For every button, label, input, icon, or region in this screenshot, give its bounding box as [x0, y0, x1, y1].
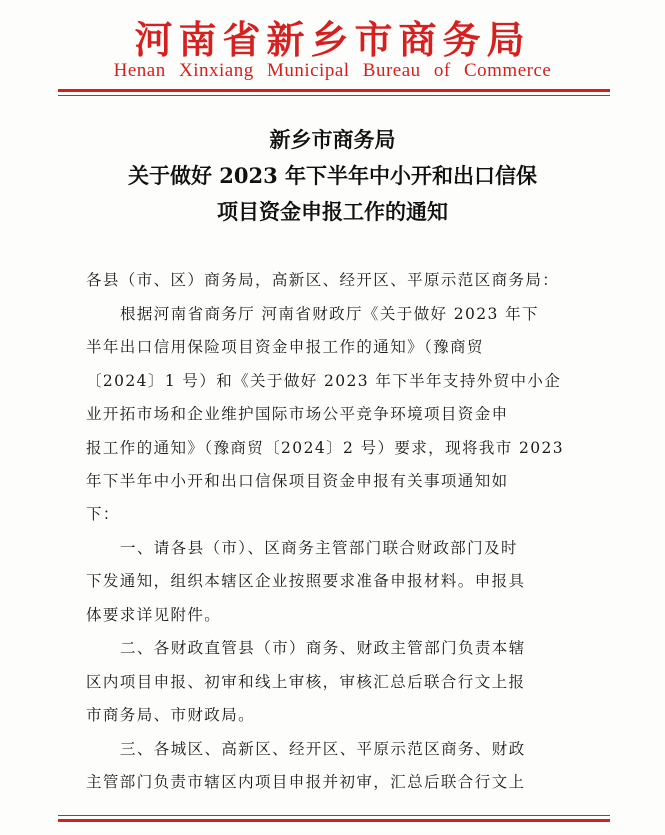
footer-rule-thick: [58, 819, 610, 822]
body-line: 下：: [86, 505, 120, 523]
footer-rule-thin: [58, 815, 610, 816]
letterhead-chinese-name: 河南省新乡市商务局: [134, 17, 531, 62]
body-line-addressee: 各县（市、区）商务局，高新区、经开区、平原示范区商务局：: [86, 271, 560, 289]
title-line-2: 关于做好 2023 年下半年中小开和出口信保: [127, 163, 538, 188]
body-line: 市商务局、市财政局。: [86, 706, 256, 724]
body-line-item-1: 一、请各县（市）、区商务主管部门联合财政部门及时: [120, 539, 518, 557]
title-line-1: 新乡市商务局: [269, 127, 396, 152]
body-line: 根据河南省商务厅 河南省财政厅《关于做好 2023 年下: [120, 305, 539, 323]
body-line: 业开拓市场和企业维护国际市场公平竞争环境项目资金申: [86, 405, 509, 423]
letterhead-english-name: Henan Xinxiang Municipal Bureau of Commerce: [113, 60, 552, 81]
body-line: 下发通知，组织本辖区企业按照要求准备申报材料。申报具: [86, 572, 526, 590]
letterhead-rule-thin: [58, 95, 610, 96]
body-line: 体要求详见附件。: [86, 606, 222, 624]
body-line: 年下半年中小开和出口信保项目资金申报有关事项通知如: [86, 472, 509, 490]
body-line: 报工作的通知》（豫商贸〔2024〕2 号）要求，现将我市 2023: [86, 439, 565, 457]
letterhead-rule-thick: [58, 89, 610, 92]
body-line-item-3: 三、各城区、高新区、经开区、平原示范区商务、财政: [120, 740, 526, 758]
body-line-item-2: 二、各财政直管县（市）商务、财政主管部门负责本辖: [120, 639, 526, 657]
body-line: 区内项目申报、初审和线上审核，审核汇总后联合行文上报: [86, 673, 526, 691]
title-line-3: 项目资金申报工作的通知: [217, 199, 448, 224]
body-line: 〔2024〕1 号）和《关于做好 2023 年下半年支持外贸中小企: [86, 372, 562, 390]
body-line: 半年出口信用保险项目资金申报工作的通知》（豫商贸: [86, 338, 484, 356]
body-line: 主管部门负责市辖区内项目申报并初审，汇总后联合行文上: [86, 773, 526, 791]
